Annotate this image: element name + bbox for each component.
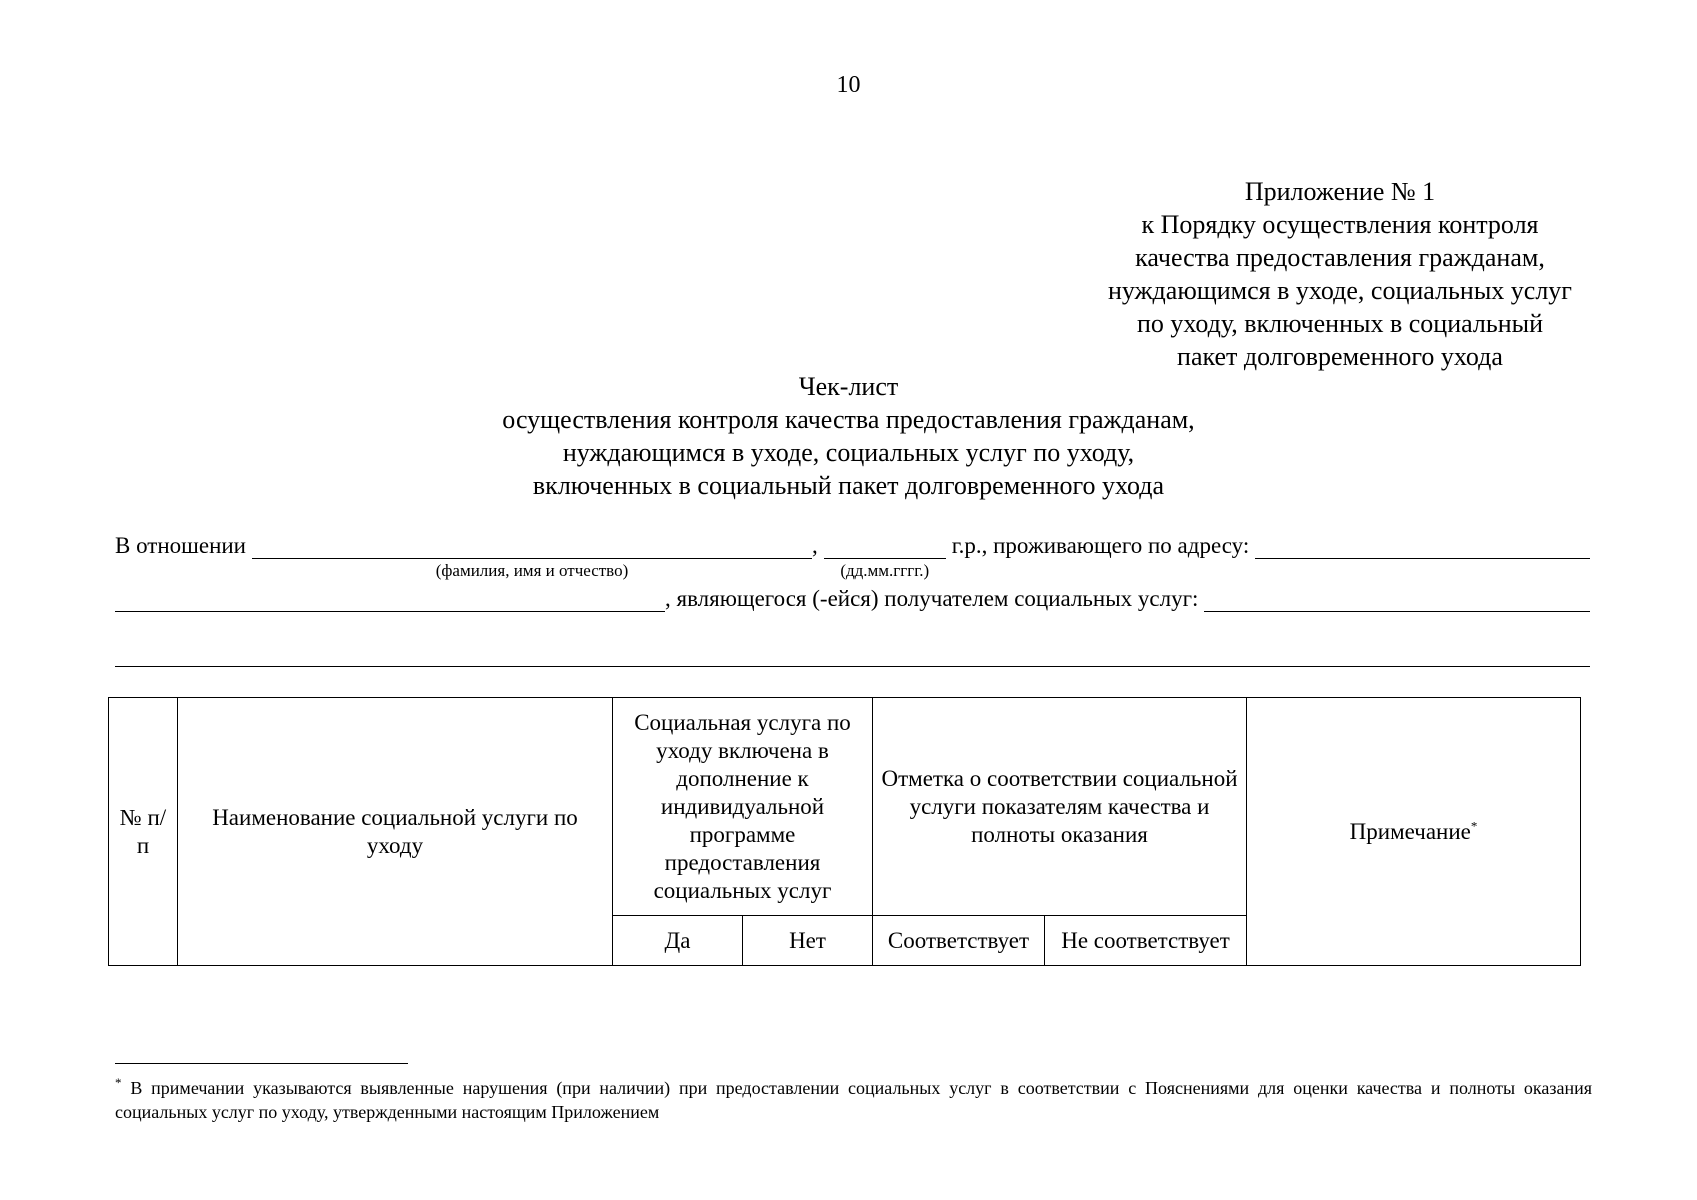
footnote — [115, 1076, 1592, 1124]
footnote-marker: * — [115, 1075, 122, 1090]
subheader-nomatch: Не соответствует — [1045, 916, 1247, 966]
subheader-no: Нет — [743, 916, 873, 966]
appendix-line: Приложение № 1 — [1244, 177, 1436, 206]
recipient-services-field[interactable] — [1204, 587, 1590, 612]
footnote-divider — [115, 1063, 408, 1064]
appendix-line: к Порядку осуществления контроля — [1141, 210, 1539, 239]
title-line: осуществления контроля качества предоставления гражданам, — [502, 405, 1195, 434]
title-line: нуждающимся в уходе, социальных услуг по уходу, — [562, 438, 1135, 467]
header-compliance-mark: Отметка о соответствии социальной услуги показателям качества и полноты оказания — [873, 698, 1247, 916]
document-title — [300, 370, 1397, 502]
recipient-services-continuation-field[interactable] — [115, 642, 1590, 667]
appendix-line: по уходу, включенных в социальный — [1136, 309, 1544, 338]
birth-address-label: г.р., проживающего по адресу: — [951, 533, 1250, 558]
header-note-marker: * — [1470, 817, 1478, 833]
comma-label: , — [812, 533, 818, 558]
form-row-blank — [115, 642, 1590, 667]
appendix-line: качества предоставления гражданам, — [1135, 243, 1545, 272]
title-line: включенных в социальный пакет долговременного ухода — [532, 471, 1165, 500]
table-header-row — [109, 698, 1581, 916]
recipient-label: , являющегося (-ейся) получателем социальных услуг: — [665, 586, 1199, 611]
header-included: Социальная услуга по уходу включена в дополнение к индивидуальной программе предоставления социальных услуг — [613, 698, 873, 916]
in-relation-label: В отношении — [115, 533, 246, 558]
form-row-recipient — [115, 586, 1590, 612]
header-service-name: Наименование социальной услуги по уходу — [178, 698, 613, 966]
birth-date-hint: (дд.мм.гггг.) — [840, 561, 930, 580]
page-number: 10 — [836, 72, 861, 98]
header-number: № п/п — [109, 698, 178, 966]
title-heading: Чек-лист — [798, 372, 899, 401]
address-continuation-field[interactable] — [115, 587, 665, 612]
appendix-header — [1070, 175, 1610, 373]
address-field[interactable] — [1255, 534, 1590, 559]
form-row-person — [115, 533, 1590, 580]
birth-date-field[interactable] — [824, 534, 946, 580]
header-note-label: Примечание — [1349, 818, 1471, 844]
footnote-text: В примечании указываются выявленные нарушения (при наличии) при предоставлении социальных услуг в соответствии с Пояснениями для оценки качества и полноты оказания социальных услуг по уходу, утвержденными настоящим Приложением — [115, 1078, 1592, 1122]
header-note — [1247, 698, 1581, 966]
checklist-table — [108, 697, 1581, 966]
subheader-yes: Да — [613, 916, 743, 966]
appendix-line: нуждающимся в уходе, социальных услуг — [1108, 276, 1572, 305]
subheader-match: Соответствует — [873, 916, 1045, 966]
full-name-hint: (фамилия, имя и отчество) — [435, 561, 629, 580]
appendix-line: пакет долговременного ухода — [1177, 342, 1503, 371]
full-name-field[interactable] — [252, 534, 812, 580]
